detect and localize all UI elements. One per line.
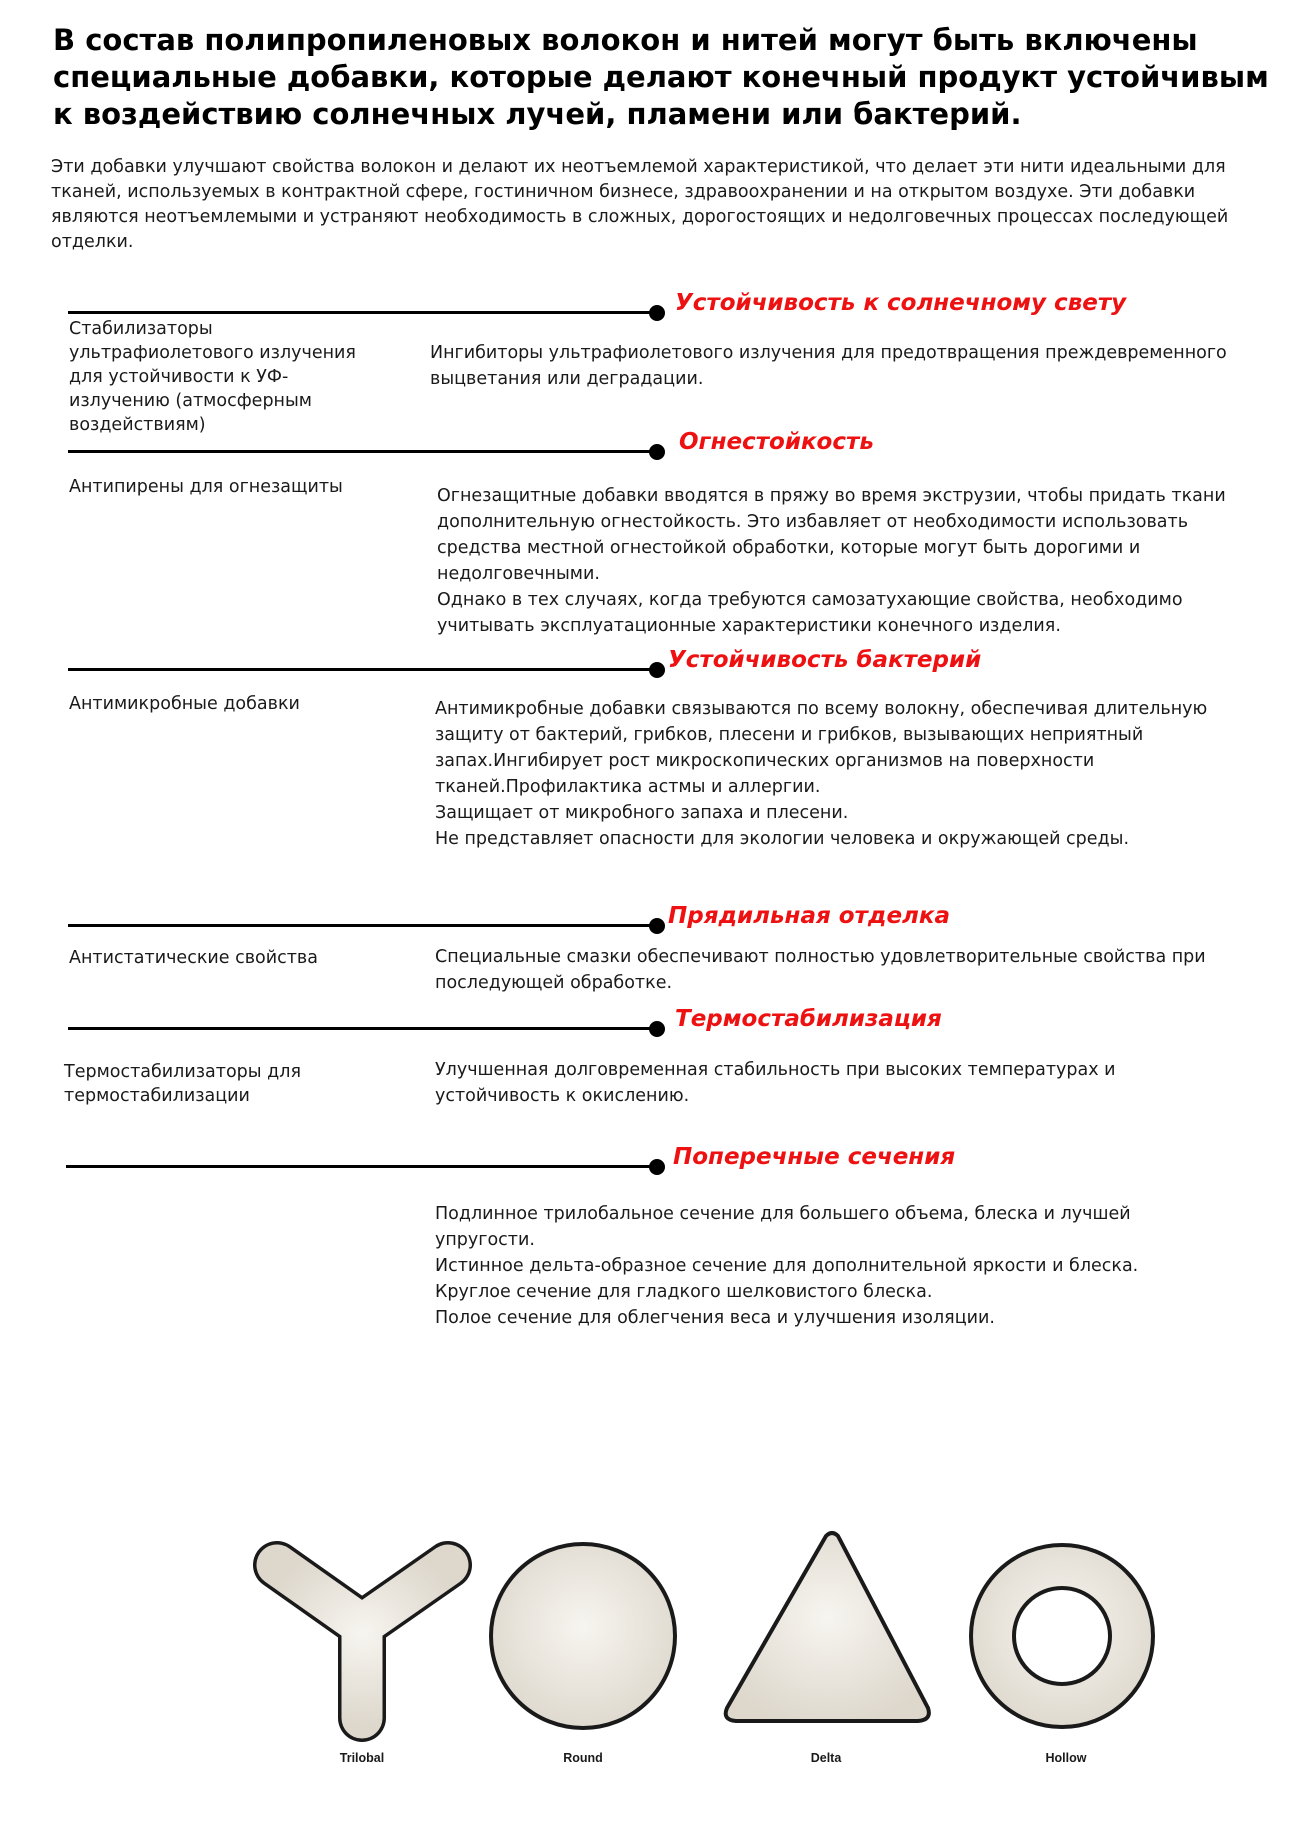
section-heading: Поперечные сечения <box>673 1144 956 1170</box>
section-heading: Термостабилизация <box>675 1006 942 1032</box>
description-line: Антимикробные добавки связываются по всему волокну, обеспечивая длительную защиту от бактерий, грибков, плесени и грибков, вызывающих неприятный запах.Ингибирует рост микроскопических организмов на поверхности тканей.Профилактика астмы и аллергии. <box>435 699 1208 797</box>
description-line: Не представляет опасности для экологии человека и окружающей среды. <box>435 829 1130 849</box>
page-title: В состав полипропиленовых волокон и нитей могут быть включены специальные добавки, которые делают конечный продукт устойчивым к воздействию солнечных лучей, пламени или бактерий. <box>53 23 1269 131</box>
section-line <box>66 1165 656 1168</box>
description-line: Подлинное трилобальное сечение для большего объема, блеска и лучшей упругости. <box>435 1204 1131 1250</box>
shape-caption: Hollow <box>1045 1751 1087 1765</box>
description-line: Круглое сечение для гладкого шелковистого блеска. <box>435 1282 933 1302</box>
shape-caption: Delta <box>810 1751 842 1765</box>
section-line <box>68 924 658 927</box>
section-line <box>68 1027 658 1030</box>
shape-caption: Round <box>563 1751 603 1765</box>
section-left-label: Антипирены для огнезащиты <box>69 477 343 497</box>
section-dot <box>649 444 665 460</box>
section-heading: Устойчивость бактерий <box>668 647 982 673</box>
section-left-label: Антистатические свойства <box>69 948 318 968</box>
section-left-label: Антимикробные добавки <box>69 694 300 714</box>
trilobal-shape <box>277 1565 448 1718</box>
section-description <box>435 1057 1195 1109</box>
section-dot <box>649 1021 665 1037</box>
section-dot <box>649 1159 665 1175</box>
description-line: Улучшенная долговременная стабильность при высоких температурах и устойчивость к окислению. <box>435 1060 1116 1106</box>
hollow-shape <box>971 1545 1153 1727</box>
section-line <box>68 311 658 314</box>
section-description <box>430 340 1290 392</box>
description-line: Полое сечение для облегчения веса и улучшения изоляции. <box>435 1308 995 1328</box>
section-heading: Прядильная отделка <box>668 903 951 929</box>
section-line <box>68 450 658 453</box>
section-description <box>437 483 1277 639</box>
round-shape <box>491 1544 675 1728</box>
description-line: Однако в тех случаях, когда требуются самозатухающие свойства, необходимо учитывать эксплуатационные характеристики конечного изделия. <box>437 590 1183 636</box>
section-description <box>435 1201 1195 1331</box>
section-dot <box>649 918 665 934</box>
section-left-label: Стабилизаторы ультрафиолетового излучения для устойчивости к УФ-излучению (атмосферным воздействиям) <box>69 319 356 435</box>
description-line: Истинное дельта-образное сечение для дополнительной яркости и блеска. <box>435 1256 1139 1276</box>
description-line: Огнезащитные добавки вводятся в пряжу во время экструзии, чтобы придать ткани дополнительную огнестойкость. Это избавляет от необходимости использовать средства местной огнестойкой обработки, которые могут быть дорогими и недолговечными. <box>437 486 1226 584</box>
intro-paragraph: Эти добавки улучшают свойства волокон и делают их неотъемлемой характеристикой, что делает эти нити идеальными для тканей, используемых в контрактной сфере, гостиничном бизнесе, здравоохранении и на открытом воздухе. Эти добавки являются неотъемлемыми и устраняют необходимость в сложных, дорогостоящих и недолговечных процессах последующей отделки. <box>51 157 1229 252</box>
description-line: Специальные смазки обеспечивают полностью удовлетворительные свойства при последующей обработке. <box>435 947 1206 993</box>
section-left-label: Термостабилизаторы для термостабилизации <box>64 1062 301 1106</box>
section-dot <box>649 662 665 678</box>
section-line <box>68 668 658 671</box>
section-heading: Устойчивость к солнечному свету <box>675 290 1127 316</box>
shape-caption: Trilobal <box>339 1751 385 1765</box>
section-description <box>435 696 1275 852</box>
section-dot <box>649 305 665 321</box>
description-line: Защищает от микробного запаха и плесени. <box>435 803 849 823</box>
cross-section-illustrations <box>0 1500 1312 1800</box>
delta-shape <box>726 1533 929 1721</box>
description-line: Ингибиторы ультрафиолетового излучения для предотвращения преждевременного выцветания или деградации. <box>430 343 1227 389</box>
section-heading: Огнестойкость <box>679 429 874 455</box>
section-description <box>435 944 1255 996</box>
